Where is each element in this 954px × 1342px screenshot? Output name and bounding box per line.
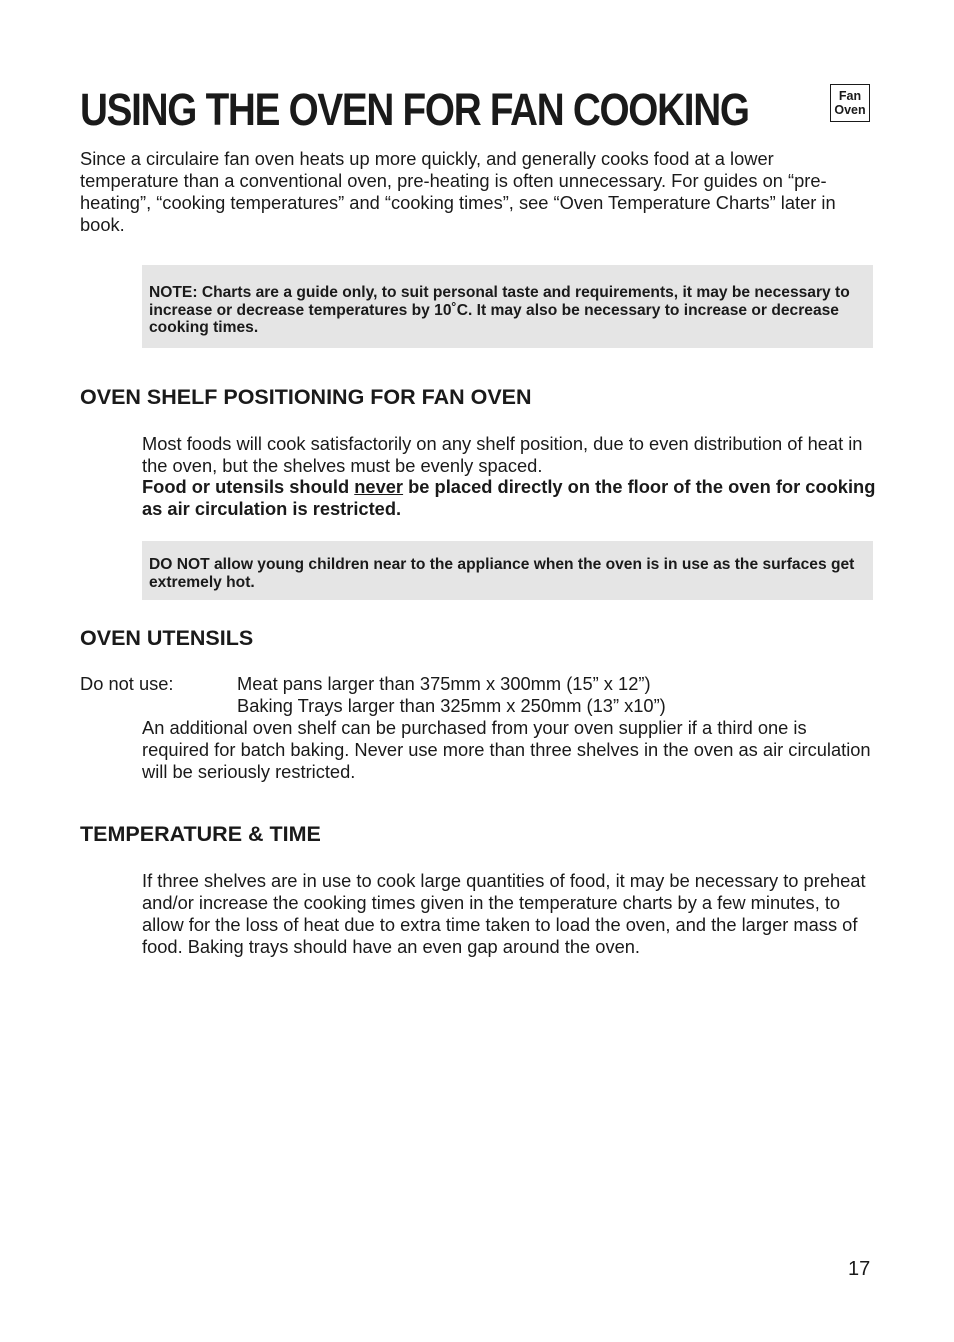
page-number: 17 [848, 1258, 871, 1280]
intro-paragraph: Since a circulaire fan oven heats up more quickly, and generally cooks food at a lower temperature than a conventional oven, pre-heating is often unnecessary. For guides on “pre-heating”, “cooking temperatures” and “cooking times”, see “Oven Temperature Charts” later in book. [80, 148, 836, 235]
shelf-warning [142, 476, 877, 520]
heading-temperature-time: TEMPERATURE & TIME [80, 822, 321, 846]
heading-shelf-positioning: OVEN SHELF POSITIONING FOR FAN OVEN [80, 385, 532, 409]
badge-line-2: Oven [834, 103, 866, 117]
heading-oven-utensils: OVEN UTENSILS [80, 626, 254, 650]
note-box-charts: NOTE: Charts are a guide only, to suit personal taste and requirements, it may be necessary to increase or decrease temperatures by 10˚C. It may also be necessary to increase or decrease cooking times. [142, 265, 873, 348]
do-not-use-item: Meat pans larger than 375mm x 300mm (15” x 12”) [237, 673, 651, 694]
fan-oven-badge [830, 84, 870, 122]
page-title: USING THE OVEN FOR FAN COOKING [80, 84, 749, 135]
shelf-warning-post: be placed directly on the floor of the oven for cooking as air circulation is restricted. [142, 476, 876, 519]
note-box-children: DO NOT allow young children near to the appliance when the oven is in use as the surfaces get extremely hot. [142, 541, 873, 600]
do-not-use-item: Baking Trays larger than 325mm x 250mm (13” x10”) [237, 695, 666, 716]
shelf-paragraph: Most foods will cook satisfactorily on any shelf position, due to even distribution of heat in the oven, but the shelves must be evenly spaced. [142, 433, 863, 476]
badge-line-1: Fan [838, 89, 862, 103]
temperature-paragraph: If three shelves are in use to cook large quantities of food, it may be necessary to preheat and/or increase the cooking times given in the temperature charts by a few minutes, to allow for the loss of heat due to extra time taken to load the oven, and the larger mass of food. Baking trays should have an even gap around the oven. [142, 870, 866, 957]
do-not-use-label: Do not use: [80, 673, 174, 694]
shelf-warning-pre: Food or utensils should [142, 476, 355, 497]
utensils-paragraph: An additional oven shelf can be purchased from your oven supplier if a third one is required for batch baking. Never use more than three shelves in the oven as air circulation will be seriously restricted. [142, 717, 871, 782]
shelf-warning-never: never [354, 476, 404, 497]
